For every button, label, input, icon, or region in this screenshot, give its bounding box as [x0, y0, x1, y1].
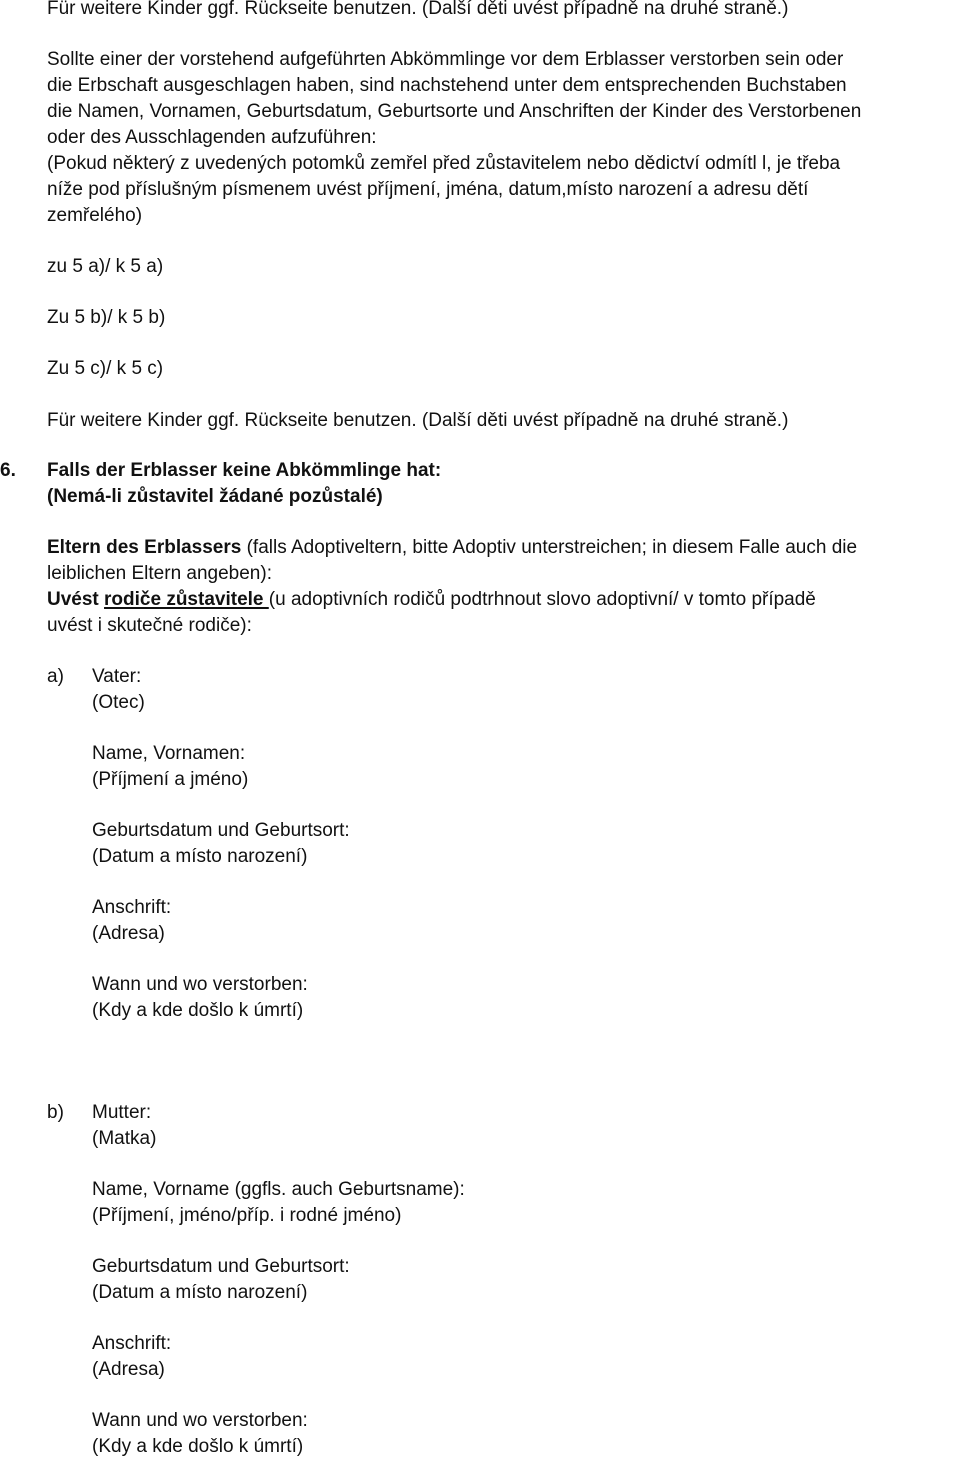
father-address-label-cz: (Adresa)	[92, 923, 165, 944]
father-death-label: Wann und wo verstorben:	[92, 974, 308, 995]
eltern-line-2: leiblichen Eltern angeben):	[47, 563, 272, 584]
uvest-rest: (u adoptivních rodičů podtrhnout slovo adoptivní/ v tomto případě	[268, 589, 816, 610]
eltern-line	[47, 535, 857, 561]
father-name-label-cz: (Příjmení a jméno)	[92, 769, 249, 790]
uvest-bold-underlined: rodiče zůstavitele	[104, 589, 269, 610]
zu-item-a: zu 5 a)/ k 5 a)	[47, 256, 164, 277]
mother-death-label-cz: (Kdy a kde došlo k úmrtí)	[92, 1436, 304, 1457]
father-marker: a)	[47, 666, 64, 687]
father-birth-label: Geburtsdatum und Geburtsort:	[92, 820, 350, 841]
father-birth-label-cz: (Datum a místo narození)	[92, 846, 308, 867]
mother-birth-label: Geburtsdatum und Geburtsort:	[92, 1256, 350, 1277]
paragraph-line: zemřelého)	[47, 205, 143, 226]
father-address-label: Anschrift:	[92, 897, 172, 918]
eltern-bold: Eltern des Erblassers	[47, 537, 242, 558]
uvest-bold: Uvést	[47, 589, 105, 610]
paragraph-line: Sollte einer der vorstehend aufgeführten Abkömmlinge vor dem Erblasser verstorben sein oder	[47, 49, 844, 70]
paragraph-line: die Namen, Vornamen, Geburtsdatum, Geburtsorte und Anschriften der Kinder des Verstorbenen	[47, 101, 862, 122]
father-label: Vater:	[92, 666, 142, 687]
section-title-cz: (Nemá-li zůstavitel žádané pozůstalé)	[47, 486, 383, 507]
top-note: Für weitere Kinder ggf. Rückseite benutzen. (Další děti uvést případně na druhé straně.)	[47, 0, 789, 19]
paragraph-line: oder des Ausschlagenden aufzuführen:	[47, 127, 377, 148]
mother-address-label-cz: (Adresa)	[92, 1359, 165, 1380]
paragraph-line: níže pod příslušným písmenem uvést příjmení, jména, datum,místo narození a adresu dětí	[47, 179, 809, 200]
uvest-line	[47, 587, 816, 613]
mother-marker: b)	[47, 1102, 64, 1123]
mother-death-label: Wann und wo verstorben:	[92, 1410, 308, 1431]
eltern-rest: (falls Adoptiveltern, bitte Adoptiv unterstreichen; in diesem Falle auch die	[241, 537, 858, 558]
mother-name-label-cz: (Příjmení, jméno/příp. i rodné jméno)	[92, 1205, 402, 1226]
paragraph-line: die Erbschaft ausgeschlagen haben, sind nachstehend unter dem entsprechenden Buchstaben	[47, 75, 847, 96]
mother-birth-label-cz: (Datum a místo narození)	[92, 1282, 308, 1303]
mother-label-cz: (Matka)	[92, 1128, 157, 1149]
uvest-line-2: uvést i skutečné rodiče):	[47, 615, 252, 636]
father-name-label: Name, Vornamen:	[92, 743, 246, 764]
mother-address-label: Anschrift:	[92, 1333, 172, 1354]
zu-item-b: Zu 5 b)/ k 5 b)	[47, 307, 166, 328]
zu-item-c: Zu 5 c)/ k 5 c)	[47, 358, 164, 379]
paragraph-line: (Pokud některý z uvedených potomků zemřel před zůstavitelem nebo dědictví odmítl l, je třeba	[47, 153, 841, 174]
mother-name-label: Name, Vorname (ggfls. auch Geburtsname):	[92, 1179, 465, 1200]
father-label-cz: (Otec)	[92, 692, 145, 713]
mother-label: Mutter:	[92, 1102, 152, 1123]
section-number: 6.	[0, 460, 16, 481]
father-death-label-cz: (Kdy a kde došlo k úmrtí)	[92, 1000, 304, 1021]
bottom-note: Für weitere Kinder ggf. Rückseite benutzen. (Další děti uvést případně na druhé straně.)	[47, 410, 789, 431]
section-title-de: Falls der Erblasser keine Abkömmlinge hat:	[47, 460, 442, 481]
